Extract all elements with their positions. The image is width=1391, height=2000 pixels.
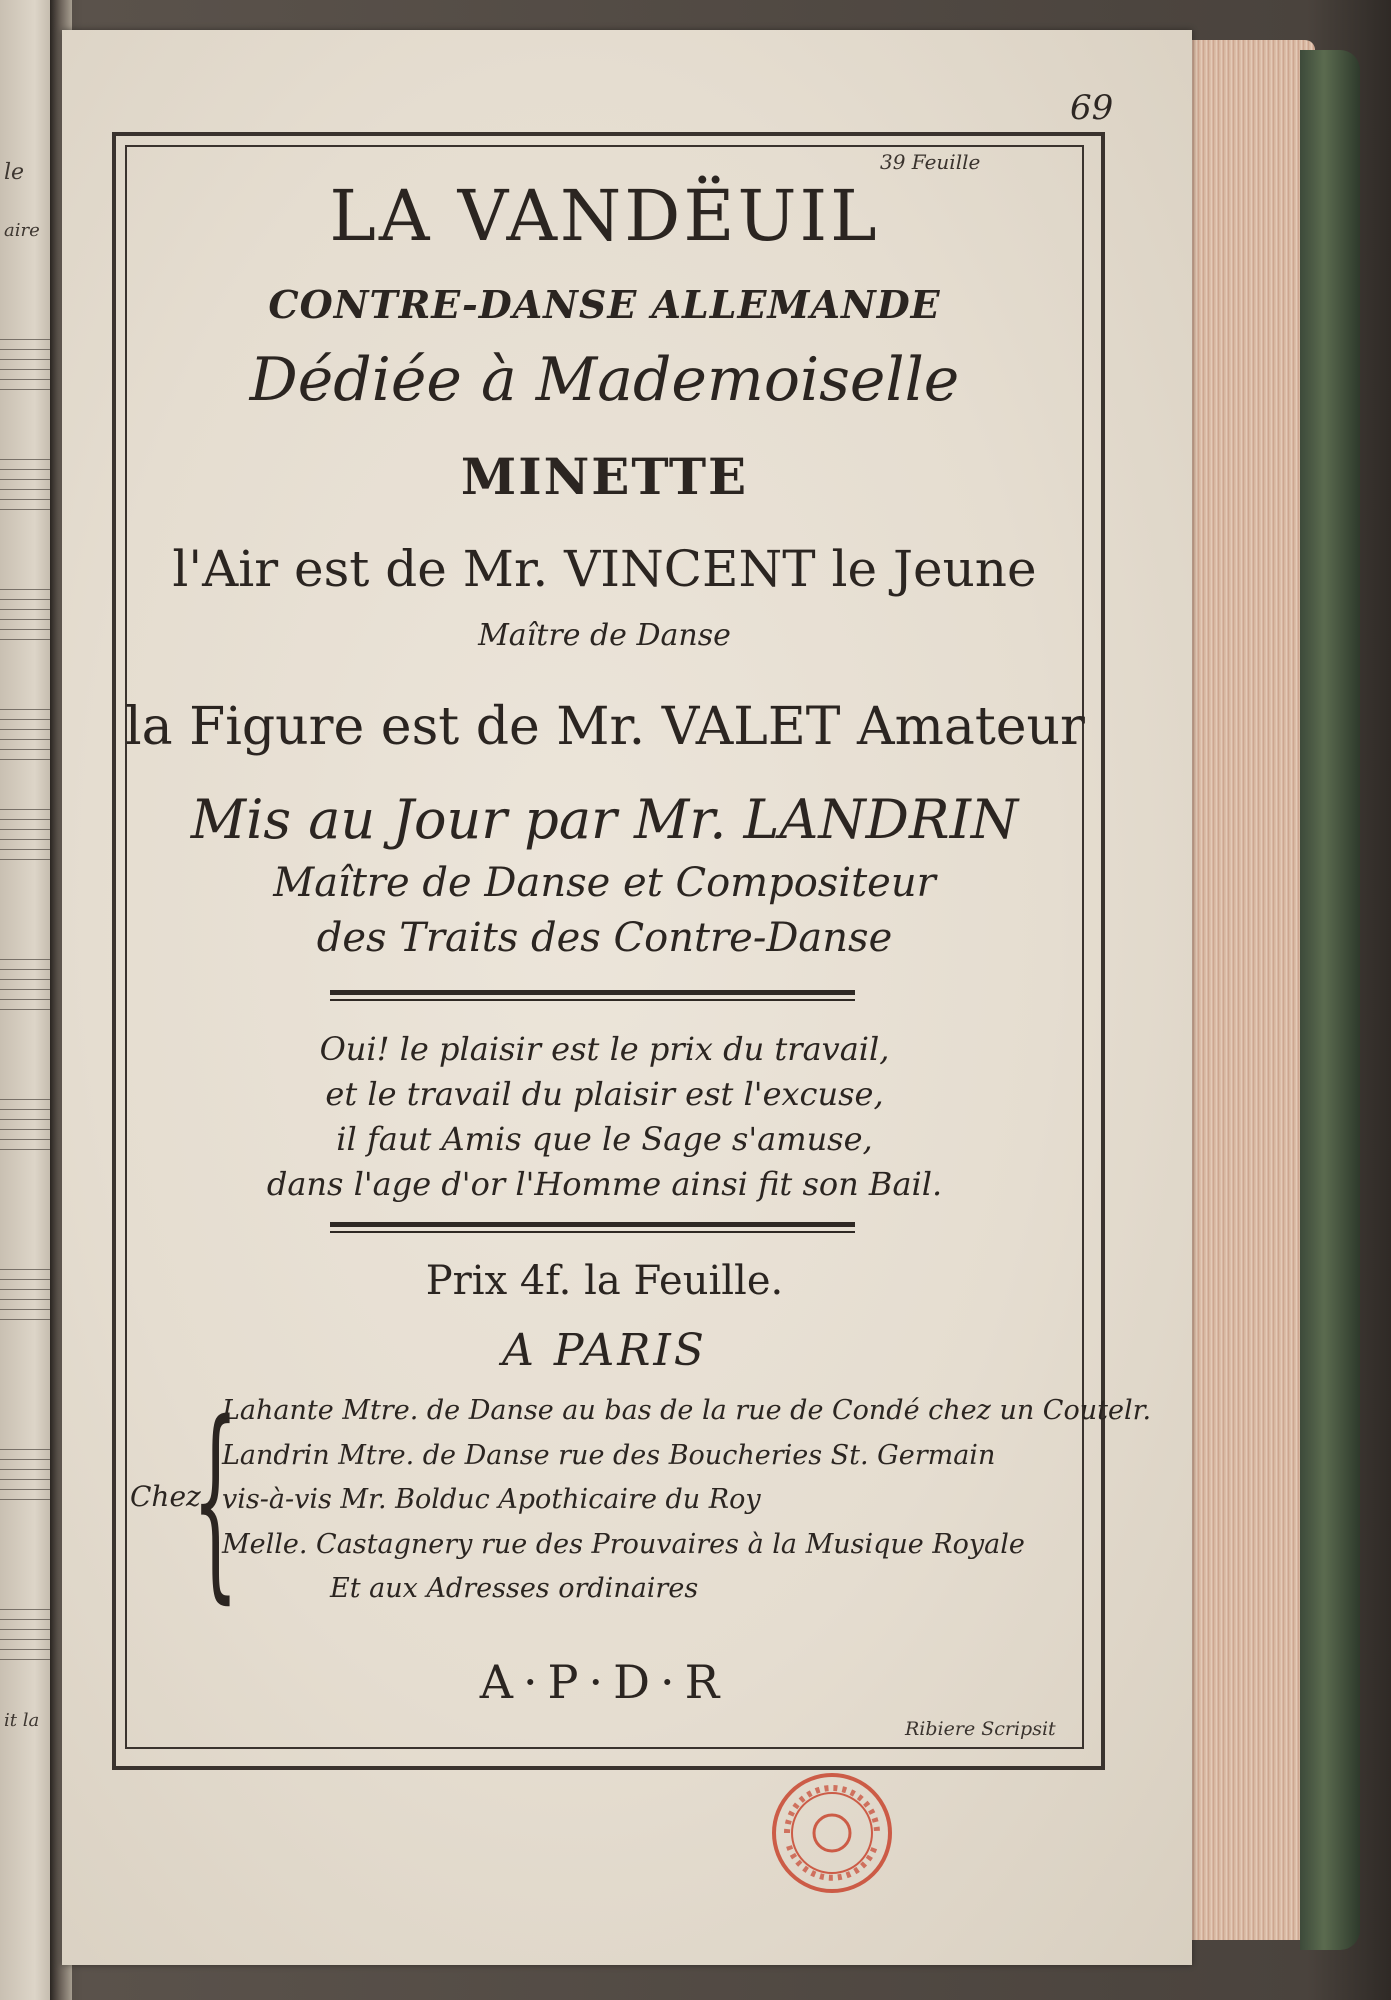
dance-subtitle: CONTRE-DANSE ALLEMANDE: [268, 282, 941, 327]
left-page-fragment: it la: [4, 1710, 40, 1731]
music-staff: [0, 450, 50, 510]
dedicatee-name: MINETTE: [460, 447, 749, 506]
privilege-mark: A·P·D·R: [479, 1655, 730, 1709]
publisher-line: Mis au Jour par Mr. LANDRIN: [190, 788, 1019, 851]
address-line: Lahante Mtre. de Danse au bas de la rue de Condé chez un Coutelr.: [222, 1395, 1152, 1426]
music-staff: [0, 700, 50, 760]
left-page-fragment: aire: [4, 220, 40, 241]
music-staff: [0, 580, 50, 640]
chez-label: Chez: [130, 1480, 201, 1513]
air-composer-line: l'Air est de Mr. VINCENT le Jeune: [172, 540, 1037, 598]
book-binding: [1300, 50, 1360, 1950]
music-staff: [0, 330, 50, 390]
price-line: Prix 4f. la Feuille.: [425, 1258, 784, 1304]
music-staff: [0, 1440, 50, 1500]
address-line: vis-à-vis Mr. Bolduc Apothicaire du Roy: [222, 1484, 761, 1515]
library-stamp-icon: [767, 1768, 897, 1898]
page-edges: [1185, 40, 1315, 1940]
publisher-role: des Traits des Contre-Danse: [316, 915, 893, 961]
verse-line: Oui! le plaisir est le prix du travail,: [319, 1030, 890, 1068]
engraver-credit: Ribiere Scripsit: [905, 1718, 1056, 1740]
left-page-fragment: le: [4, 160, 25, 185]
music-staff: [0, 950, 50, 1010]
address-line: Melle. Castagnery rue des Prouvaires à la Musique Royale: [222, 1529, 1025, 1560]
publisher-role: Maître de Danse et Compositeur: [273, 860, 936, 906]
sheet-label: 39 Feuille: [880, 150, 981, 174]
divider-rule: [330, 990, 855, 1001]
figure-author-line: la Figure est de Mr. VALET Amateur: [125, 697, 1085, 757]
music-staff: [0, 800, 50, 860]
music-staff: [0, 1600, 50, 1660]
address-line: Landrin Mtre. de Danse rue des Boucheries St. Germain: [222, 1440, 996, 1471]
address-line: Et aux Adresses ordinaires: [330, 1573, 699, 1604]
dance-title: LA VANDËUIL: [329, 175, 880, 257]
dedication-line: Dédiée à Mademoiselle: [249, 345, 960, 415]
verse-line: et le travail du plaisir est l'excuse,: [325, 1075, 884, 1113]
city-line: A PARIS: [502, 1325, 707, 1376]
verse-line: dans l'age d'or l'Homme ainsi fit son Bail.: [266, 1165, 943, 1203]
page-number: 69: [1070, 88, 1114, 128]
brace-icon: {: [192, 1377, 239, 1622]
music-staff: [0, 1090, 50, 1150]
divider-rule: [330, 1222, 855, 1233]
music-staff: [0, 1260, 50, 1320]
verse-line: il faut Amis que le Sage s'amuse,: [336, 1120, 873, 1158]
air-composer-role: Maître de Danse: [478, 618, 731, 653]
